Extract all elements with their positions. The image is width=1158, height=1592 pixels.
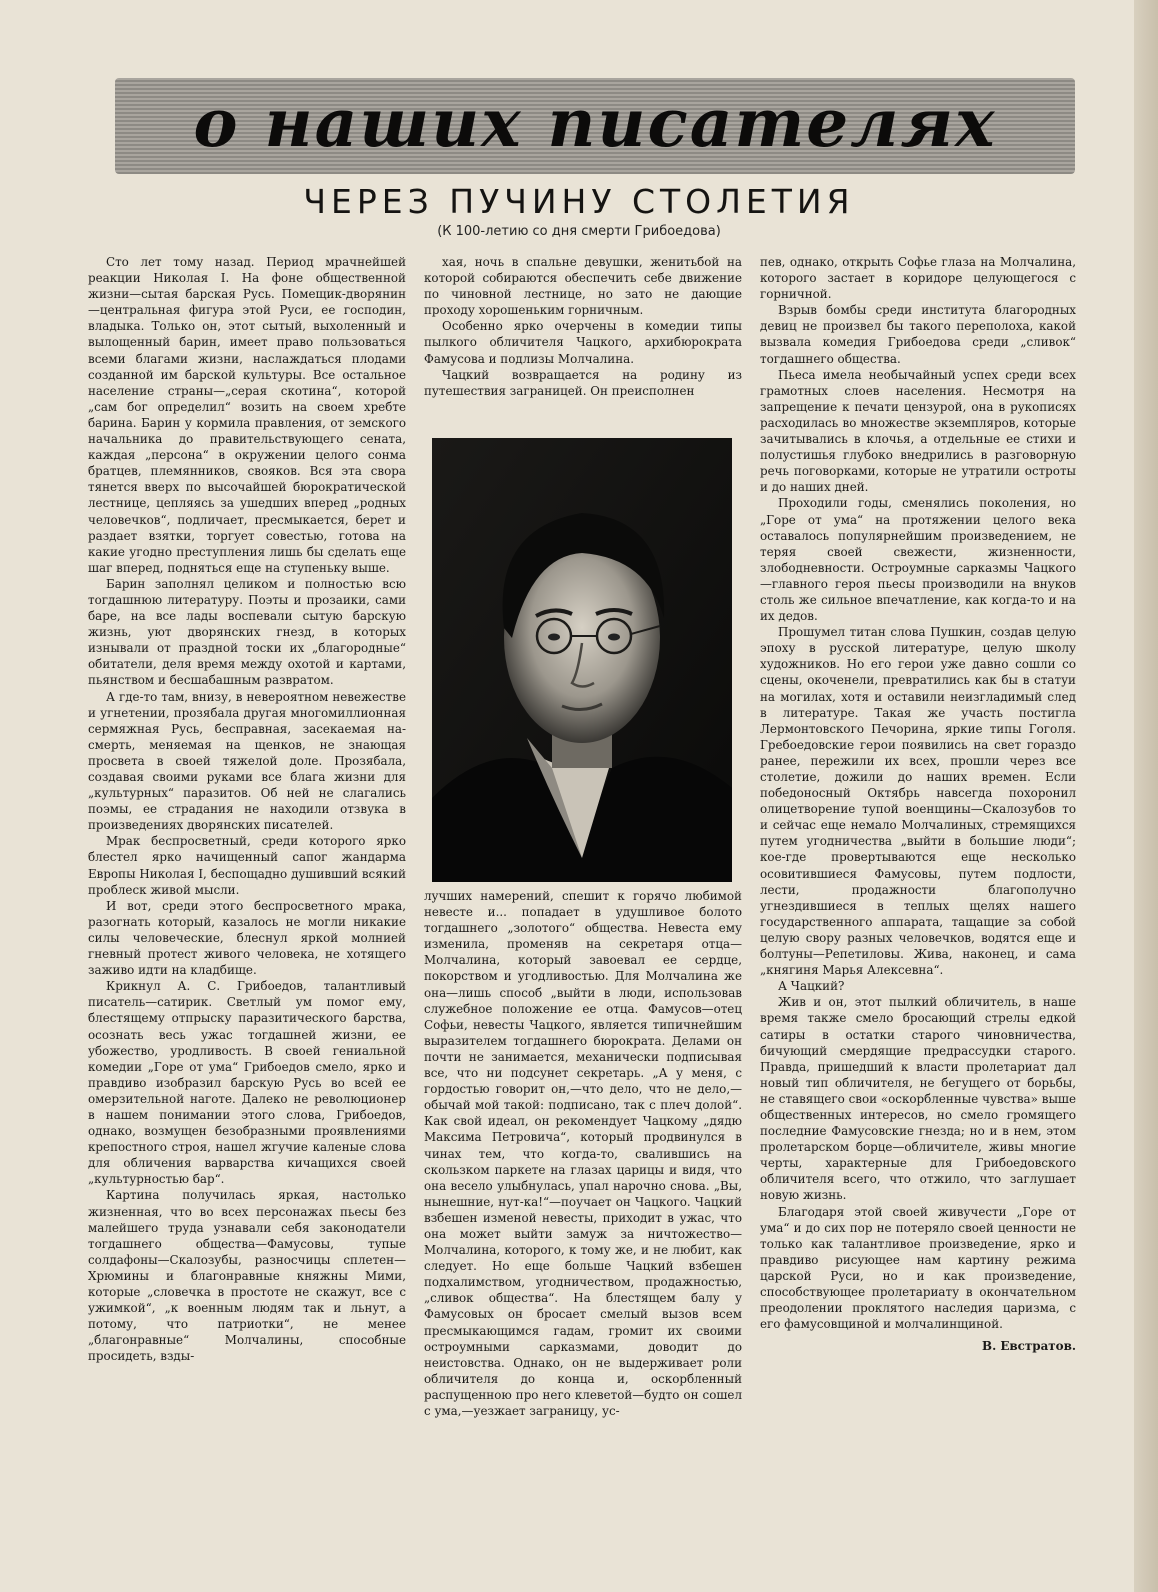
paragraph: хая, ночь в спальне девушки, женитьбой на которой собираются обеспечить себе движение по чиновной лестнице, но зато не дающие проходу хорошеньким горничным. xyxy=(424,255,742,318)
paragraph: А Чацкий? xyxy=(778,979,845,994)
paragraph: Мрак беспросветный, среди которого ярко блестел ярко начищенный сапог жандарма Европы Николая I, беспощадно душивший всякий проблеск живой мысли. xyxy=(88,834,406,897)
column-1 xyxy=(88,254,406,1574)
column-2-bottom xyxy=(424,888,742,1578)
column-3 xyxy=(760,254,1076,1574)
paragraph: Барин заполнял целиком и полностью всю тогдашнюю литературу. Поэты и прозаики, сами баре, на все лады воспевали сытую барскую жизнь, уют дворянских гнезд, в которых изнывали от праздной тоски их „благородные“ обитатели, деля время между охотой и картами, пьянством и бесшабашным развратом. xyxy=(88,576,406,688)
paragraph: Картина получилась яркая, настолько жизненная, что во всех персонажах пьесы без малейшего труда узнавали себя законодатели тогдашнего общества—Фамусовы, тупые солдафоны—Скалозубы, разносчицы сплетен—Хрюмины и благонравные княжны Мими, которые „словечка в простоте не скажут, все с ужимкой“, „к военным людям так и льнут, а потому, что патриотки“, не менее „благонравные“ Молчалины, способные просидеть, взды- xyxy=(88,1188,406,1364)
article-subtitle: (К 100-летию со дня смерти Грибоедова) xyxy=(437,224,721,239)
author-signature: В. Евстратов. xyxy=(982,1339,1076,1354)
paragraph: Взрыв бомбы среди института благородных девиц не произвел бы такого переполоха, какой вызвала комедия Грибоедова среди „сливок“ тогдашнего общества. xyxy=(760,303,1076,366)
banner-title: о наших писателях xyxy=(193,84,997,162)
paragraph: Сто лет тому назад. Период мрачнейшей реакции Николая I. На фоне общественной жизни—сытая барская Русь. Помещик-дворянин—центральная фигура этой Руси, ее господин, владыка. Только он, этот сытый, выхоленный и вылощенный барин, имеет право пользоваться всеми благами жизни, наслаждаться плодами созданной им барской культуры. Все остальное население страны—„серая скотина“, которой „сам бог определил“ возить на своем хребте барина. Барин у кормила правления, от земского начальника до правительствующего сената, каждая „персона“ в окружении целого сонма братцев, племянников, свояков. Вся эта свора тянется вверх по высочайшей бюрократической лестнице, цепляясь за ушедших вперед „родных человечков“, подличает, пресмыкается, берет и раздает взятки, торгует совестью, готова на какие угодно преступления лишь бы сделать еще шаг вперед, подняться еще на ступеньку выше. xyxy=(88,255,406,575)
column-2-top xyxy=(424,254,742,444)
article-title: ЧЕРЕЗ ПУЧИНУ СТОЛЕТИЯ xyxy=(303,182,855,221)
paragraph: А где-то там, внизу, в невероятном невежестве и угнетении, прозябала другая многомиллионная сермяжная Русь, бесправная, засекаемая на-смерть, меняемая на щенков, не знающая просвета в своей тяжелой доле. Прозябала, создавая своими руками все блага жизни для „культурных“ паразитов. Об ней не слагались поэмы, ее страдания не находили отзвука в произведениях дворянских писателей. xyxy=(88,689,406,833)
paragraph: Особенно ярко очерчены в комедии типы пылкого обличителя Чацкого, архибюрократа Фамусова и подлизы Молчалина. xyxy=(424,319,742,366)
portrait-griboedov xyxy=(432,438,732,882)
paragraph: пев, однако, открыть Софье глаза на Молчалина, которого застает в коридоре целующегося с горничной. xyxy=(760,255,1076,302)
paragraph: Крикнул А. С. Грибоедов, талантливый писатель—сатирик. Светлый ум помог ему, блестящему отпрыску паразитического барства, осознать весь ужас тогдашней жизни, ее убожество, уродливость. В своей гениальной комедии „Горе от ума“ Грибоедов смело, ярко и правдиво изобразил барскую Русь во всей ее омерзительной наготе. Далеко не революционер в нашем понимании этого слова, Грибоедов, однако, возмущен безобразными проявлениями крепостного строя, нашел жгучие каленые слова для обличения варварства кичащихся своей „культурностью бар“. xyxy=(88,979,406,1187)
paragraph: Пьеса имела необычайный успех среди всех грамотных слоев населения. Несмотря на запрещение к печати цензурой, она в рукописях расходилась во множестве экземпляров, которые зачитывались в клочья, а отдельные ее стихи и полустишья глубоко внедрились в разговорную речь поговорками, которые не утратили остроты и до наших дней. xyxy=(760,367,1076,495)
paragraph: Благодаря этой своей живучести „Горе от ума“ и до сих пор не потеряло своей ценности не только как талантливое произведение, ярко и правдиво рисующее нам картину режима царской Руси, но и как произведение, способствующее пролетариату в окончательном преодолении проклятого наследия царизма, с его фамусовщиной и молчалинщиной. xyxy=(760,1204,1076,1332)
portrait-illustration xyxy=(432,438,732,882)
paragraph: Жив и он, этот пылкий обличитель, в наше время также смело бросающий стрелы едкой сатиры в остатки старого чиновничества, бичующий смердящие предрассудки старого. Правда, пришедший к власти пролетариат дал новый тип обличителя, не бегущего от борьбы, не ставящего свои «оскорбленные чувства» выше общественных интересов, но смело громящего последние Фамусовские гнезда; но и в нем, этом пролетарском борце—обличителе, живы многие черты, характерные для Грибоедовского обличителя всего, что отжило, что заглушает новую жизнь. xyxy=(760,995,1076,1203)
paragraph: И вот, среди этого беспросветного мрака, разогнать который, казалось не могли никакие силы человеческие, блеснул яркой молнией гневный протест живого человека, не хотящего заживо идти на кладбище. xyxy=(88,898,406,978)
paragraph: лучших намерений, спешит к горячо любимой невесте и... попадает в удушливое болото тогдашнего „золотого“ общества. Невеста ему изменила, променяв на секретаря отца—Молчалина, который завоевал ее сердце, покорством и угодливостью. Для Молчалина же она—лишь способ „выйти в люди, использовав служебное положение ее отца. Фамусов—отец Софьи, невесты Чацкого, является типичнейшим выразителем тогдашнего бюрократа. Делами он почти не занимается, механически подписывая все, что ни подсунет секретарь. „А у меня, с гордостью говорит он,—что дело, что не дело,—обычай мой такой: подписано, так с плеч долой“. Как свой идеал, он рекомендует Чацкому „дядю Максима Петровича“, который продвинулся в чинах тем, что когда-то, свалившись на скользком паркете на глазах царицы и видя, что она весело улыбнулась, упал нарочно снова. „Вы, нынешние, нут-ка!“—поучает он Чацкого. Чацкий взбешен изменой невесты, приходит в ужас, что она может выйти замуж за ничтожество—Молчалина, которого, к тому же, и не любит, как следует. Но еще больше Чацкий взбешен подхалимством, угодничеством, продажностью, „сливок общества“. На блестящем балу у Фамусовых он бросает смелый вызов всем пресмыкающимся гадам, громит их своими остроумными сарказмами, доводит до неистовства. Однако, он не выдерживает роли обличителя до конца и, оскорбленный распущенною про него клеветой—будто он сошел с ума,—уезжает заграницу, ус- xyxy=(424,889,742,1418)
paragraph: Чацкий возвращается на родину из путешествия заграницей. Он преисполнен xyxy=(424,367,742,398)
paragraph: Проходили годы, сменялись поколения, но „Горе от ума“ на протяжении целого века оставалось популярнейшим произведением, не теряя своей свежести, жизненности, злободневности. Остроумные сарказмы Чацкого—главного героя пьесы производили на внуков столь же сильное впечатление, как когда-то и на их дедов. xyxy=(760,496,1076,624)
paragraph: Прошумел титан слова Пушкин, создав целую эпоху в русской литературе, целую школу художников. Но его герои уже давно сошли со сцены, окоченели, превратились как бы в статуи на могилах, хотя и оставили неизгладимый след в литературе. Такая же участь постигла Лермонтовского Печорина, яркие типы Гоголя. Гребоедовские герои появились на свет гораздо ранее, пережили их всех, прошли через все столетие, дожили до наших времен. Если победоносный Октябрь навсегда похоронил олицетворение тупой военщины—Скалозубов то и сейчас еще немало Молчалиных, стремящихся путем угодничества „выйти в большие люди“; кое-где провертываются еще несколько осовитившиеся Фамусовы, путем подлости, лести, продажности благополучно угнездившиеся в теплых щелях нашего государственного аппарата, тащащие за собой целую свору разных человечков, водятся еще и болтуны—Репетиловы. Жива, наконец, и сама „княгиня Марья Алексевна“. xyxy=(760,625,1076,978)
header-banner xyxy=(115,78,1075,174)
